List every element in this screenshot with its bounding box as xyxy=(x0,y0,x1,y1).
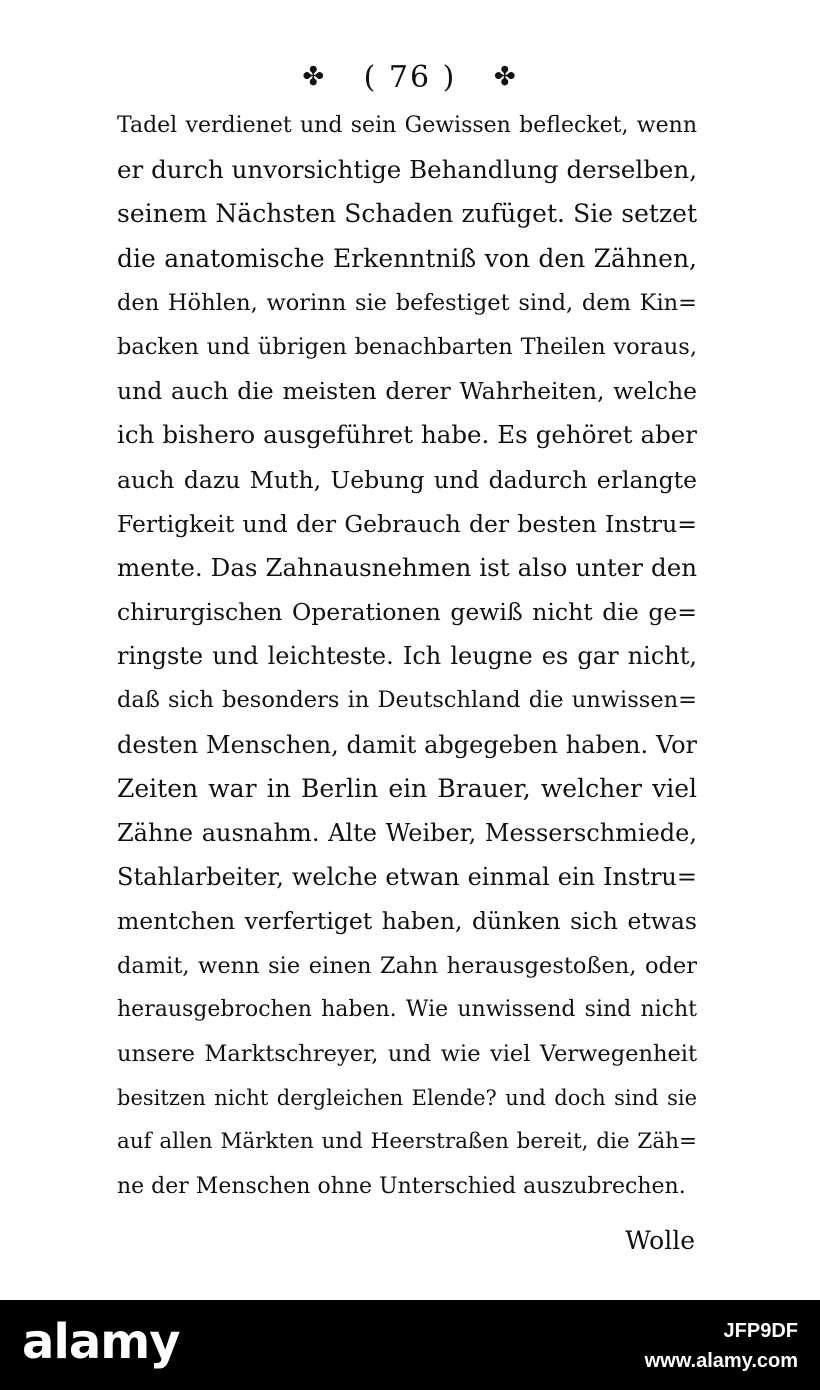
text-line: Zähne ausnahm. Alte Weiber, Messerschmiede, xyxy=(117,819,697,847)
page-number: ( 76 ) xyxy=(363,59,457,95)
text-line: den Höhlen, worinn sie befestiget sind, dem Kin= xyxy=(117,289,697,316)
text-line: die anatomische Erkenntniß von den Zähnen, xyxy=(117,243,697,273)
catchword: Wolle xyxy=(625,1226,695,1255)
ornament-left-icon: ✤ xyxy=(302,62,327,92)
brand-logo: alamy xyxy=(22,1314,180,1370)
ornament-right-icon: ✤ xyxy=(493,62,518,92)
text-line: auch dazu Muth, Uebung und dadurch erlangte xyxy=(117,465,697,494)
text-line: Zeiten war in Berlin ein Brauer, welcher viel xyxy=(117,773,697,803)
text-line: ich bishero ausgeführet habe. Es gehöret aber xyxy=(117,420,697,450)
text-line: herausgebrochen haben. Wie unwissend sind nicht xyxy=(117,996,697,1022)
site-url: www.alamy.com xyxy=(644,1350,798,1372)
text-line: er durch unvorsichtige Behandlung derselben, xyxy=(117,155,697,185)
text-line: mente. Das Zahnausnehmen ist also unter den xyxy=(117,552,697,582)
text-line: chirurgischen Operationen gewiß nicht die ge= xyxy=(117,598,697,627)
page-body-text xyxy=(117,104,697,1209)
text-line: desten Menschen, damit abgegeben haben. Vor xyxy=(117,730,697,759)
text-line: backen und übrigen benachbarten Theilen voraus, xyxy=(117,333,697,360)
text-line: Tadel verdienet und sein Gewissen beflecket, wenn xyxy=(117,113,697,138)
watermark-footer xyxy=(0,1300,820,1390)
text-line: auf allen Märkten und Heerstraßen bereit, die Zäh= xyxy=(117,1129,697,1155)
text-line: daß sich besonders in Deutschland die unwissen= xyxy=(117,687,697,714)
text-line: Fertigkeit und der Gebrauch der besten Instru= xyxy=(117,509,697,538)
page-header xyxy=(0,58,820,95)
text-line: ne der Menschen ohne Unterschied auszubrechen. xyxy=(117,1173,686,1199)
text-line: mentchen verfertiget haben, dünken sich etwas xyxy=(117,907,697,936)
text-line: unsere Marktschreyer, und wie viel Verwegenheit xyxy=(117,1040,697,1067)
image-id: JFP9DF xyxy=(723,1320,798,1342)
text-line: Stahlarbeiter, welche etwan einmal ein Instru= xyxy=(117,863,697,892)
text-line: seinem Nächsten Schaden zufüget. Sie setzet xyxy=(117,199,697,229)
text-line: und auch die meisten derer Wahrheiten, welche xyxy=(117,377,697,406)
text-line: besitzen nicht dergleichen Elende? und doch sind sie xyxy=(117,1086,697,1111)
text-line: damit, wenn sie einen Zahn herausgestoßen, oder xyxy=(117,952,697,979)
text-line: ringste und leichteste. Ich leugne es gar nicht, xyxy=(117,642,697,671)
